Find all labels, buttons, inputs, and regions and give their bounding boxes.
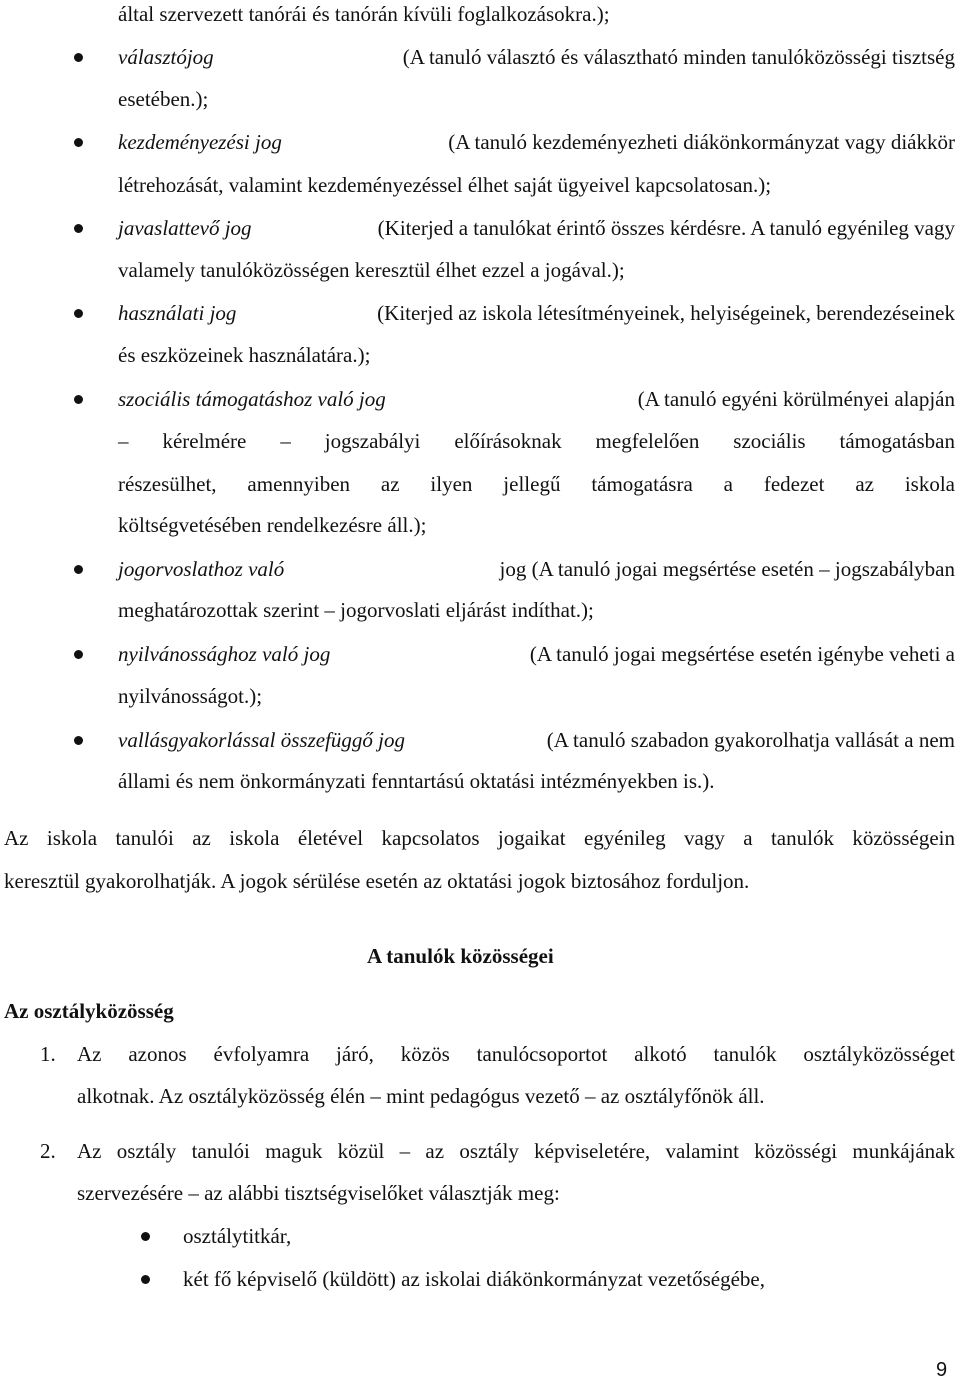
bullet-icon: [74, 395, 83, 404]
list-number: 1.: [40, 1042, 56, 1066]
text-line: valamely tanulóközösségen keresztül élhet ezzel a jogával.);: [118, 258, 625, 282]
bullet-icon: [74, 53, 83, 62]
justified-text: (Kiterjed az iskola létesítményeinek, helyiségeinek, berendezéseinek: [377, 301, 955, 325]
text-line: meghatározottak szerint – jogorvoslati eljárást indíthat.);: [118, 598, 594, 622]
text-line: állami és nem önkormányzati fenntartású oktatási intézményekben is.).: [118, 769, 715, 793]
bullet-icon: [74, 224, 83, 233]
bullet-icon: [74, 309, 83, 318]
sub-list-item: osztálytitkár,: [183, 1224, 292, 1248]
term: vallásgyakorlással összefüggő jog: [118, 728, 405, 752]
numbered-item-line: szervezésére – az alábbi tisztségviselőket választják meg:: [77, 1181, 560, 1205]
term: választójog: [118, 45, 214, 69]
text-line: költségvetésében rendelkezésre áll.);: [118, 513, 427, 537]
justified-text: (Kiterjed a tanulókat érintő összes kérdésre. A tanuló egyénileg vagy: [377, 216, 955, 240]
list-item-legal-remedy-right: [118, 559, 955, 580]
bullet-icon: [74, 650, 83, 659]
justified-text: (A tanuló szabadon gyakorolhatja vallását a nem: [546, 728, 955, 752]
bullet-icon: [74, 565, 83, 574]
sub-list-item: két fő képviselő (küldött) az iskolai diákönkormányzat vezetőségébe,: [183, 1267, 765, 1291]
term: javaslattevő jog: [118, 216, 252, 240]
term: kezdeményezési jog: [118, 130, 282, 154]
paragraph-line: Az iskola tanulói az iskola életével kapcsolatos jogaikat egyénileg vagy a tanulók közösségein: [4, 826, 955, 850]
list-item-voting-right: [118, 47, 955, 68]
term: használati jog: [118, 301, 237, 325]
numbered-item-line: alkotnak. Az osztályközösség élén – mint pedagógus vezető – az osztályfőnök áll.: [77, 1084, 765, 1108]
section-heading: A tanulók közösségei: [367, 944, 554, 968]
numbered-item-line: Az osztály tanulói maguk közül – az osztály képviseletére, valamint közösségi munkájának: [77, 1139, 955, 1163]
text-line: által szervezett tanórái és tanórán kívüli foglalkozásokra.);: [118, 2, 610, 26]
justified-text: jog (A tanuló jogai megsértése esetén – jogszabályban: [499, 557, 955, 581]
list-item-religion-right: [118, 730, 955, 751]
bullet-icon: [141, 1275, 150, 1284]
bullet-icon: [74, 736, 83, 745]
list-item-social-support-right: [118, 389, 955, 410]
list-number: 2.: [40, 1139, 56, 1163]
page-number: 9: [936, 1359, 948, 1381]
text-line: esetében.);: [118, 87, 209, 111]
list-item-publicity-right: [118, 644, 955, 665]
list-item-proposal-right: [118, 218, 955, 239]
term: szociális támogatáshoz való jog: [118, 387, 386, 411]
text-line: nyilvánosságot.);: [118, 684, 263, 708]
subsection-heading: Az osztályközösség: [4, 999, 174, 1023]
justified-text: (A tanuló kezdeményezheti diákönkormányzat vagy diákkör: [448, 130, 955, 154]
list-item-initiative-right: [118, 132, 955, 153]
term: nyilvánossághoz való jog: [118, 642, 331, 666]
text-line: létrehozását, valamint kezdeményezéssel élhet saját ügyeivel kapcsolatosan.);: [118, 173, 772, 197]
text-line: részesülhet, amennyiben az ilyen jellegű támogatásra a fedezet az iskola: [118, 472, 955, 496]
bullet-icon: [74, 138, 83, 147]
justified-text: (A tanuló választó és választható minden tanulóközösségi tisztség: [402, 45, 955, 69]
justified-text: (A tanuló jogai megsértése esetén igénybe veheti a: [529, 642, 955, 666]
paragraph-line: keresztül gyakorolhatják. A jogok sérülése esetén az oktatási jogok biztosához forduljon.: [4, 869, 750, 893]
bullet-icon: [141, 1232, 150, 1241]
list-item-usage-right: [118, 303, 955, 324]
term: jogorvoslathoz való: [118, 557, 285, 581]
justified-text: (A tanuló egyéni körülményei alapján: [637, 387, 955, 411]
text-line: és eszközeinek használatára.);: [118, 343, 371, 367]
numbered-item-line: Az azonos évfolyamra járó, közös tanulócsoportot alkotó tanulók osztályközösséget: [77, 1042, 955, 1066]
text-line: – kérelmére – jogszabályi előírásoknak megfelelően szociális támogatásban: [118, 429, 955, 453]
